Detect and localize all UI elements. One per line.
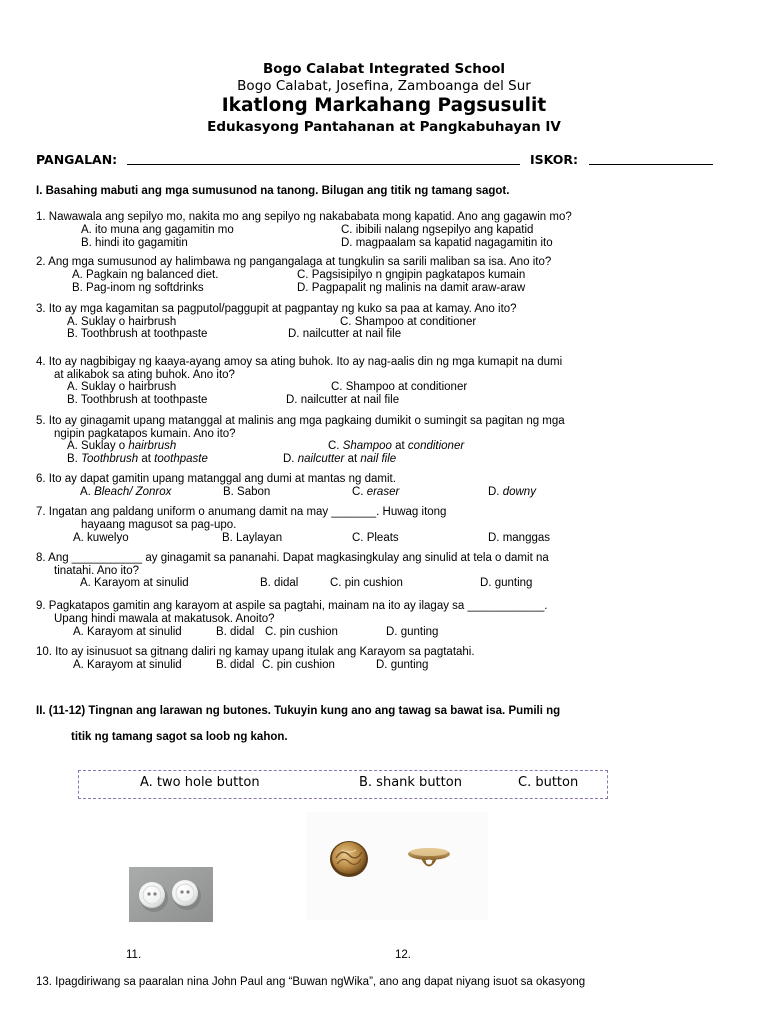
q1-option-d[interactable]: D. magpaalam sa kapatid nagagamitin ito (341, 237, 553, 249)
question-4-line1: 4. Ito ay nagbibigay ng kaaya-ayang amoy sa ating buhok. Ito ay nag-aalis din ng mga kumapit na dumi (36, 356, 563, 368)
two-hole-buttons-image (129, 867, 213, 922)
q3-option-c[interactable]: C. Shampoo at conditioner (340, 316, 477, 328)
question-10: 10. Ito ay isinusuot sa gitnang daliri ng kamay upang itulak ang Karayom sa pagtatahi. (36, 646, 475, 658)
q10-option-c[interactable]: C. pin cushion (262, 659, 335, 671)
q8-option-d[interactable]: D. gunting (480, 577, 533, 589)
school-name: Bogo Calabat Integrated School (262, 61, 506, 77)
q3-option-a[interactable]: A. Suklay o hairbrush (67, 316, 177, 328)
q4-option-d[interactable]: D. nailcutter at nail file (286, 394, 400, 406)
q8-option-b[interactable]: B. didal (260, 577, 299, 589)
q2-option-c[interactable]: C. Pagsisipilyo n gngipin pagkatapos kumain (297, 269, 526, 281)
q9-option-b[interactable]: B. didal (216, 626, 255, 638)
q2-option-b[interactable]: B. Pag-inom ng softdrinks (72, 282, 204, 294)
name-label: PANGALAN: (36, 152, 118, 167)
choice-a[interactable]: A. two hole button (140, 775, 260, 790)
q4-option-b[interactable]: B. Toothbrush at toothpaste (67, 394, 208, 406)
q6-option-a[interactable]: A. Bleach/ Zonrox (80, 486, 172, 498)
q4-option-a[interactable]: A. Suklay o hairbrush (67, 381, 177, 393)
question-9-line1: 9. Pagkatapos gamitin ang karayom at aspile sa pagtahi, mainam na ito ay ilagay sa ____________. (36, 600, 548, 612)
q1-option-b[interactable]: B. hindi ito gagamitin (81, 237, 188, 249)
question-13: 13. Ipagdiriwang sa paaralan nina John Paul ang “Buwan ngWika”, ano ang dapat niyang isuot sa okasyong (36, 976, 586, 988)
question-8-line1: 8. Ang ___________ ay ginagamit sa pananahi. Dapat magkasingkulay ang sinulid at tela o damit na (36, 552, 549, 564)
q5-option-c[interactable]: C. Shampoo at conditioner (328, 440, 465, 452)
q7-option-b[interactable]: B. Laylayan (222, 532, 283, 544)
question-6: 6. Ito ay dapat gamitin upang matanggal ang dumi at mantas ng damit. (36, 473, 396, 485)
q2-option-a[interactable]: A. Pagkain ng balanced diet. (72, 269, 219, 281)
question-9-line2: Upang hindi mawala at makatusok. Anoito? (54, 613, 275, 625)
q9-option-a[interactable]: A. Karayom at sinulid (73, 626, 182, 638)
question-8-line2: tinatahi. Ano ito? (54, 565, 140, 577)
question-1: 1. Nawawala ang sepilyo mo, nakita mo ang sepilyo ng nakababata mong kapatid. Ano ang gagawin mo? (36, 211, 572, 223)
label-12: 12. (395, 949, 411, 961)
school-address: Bogo Calabat, Josefina, Zamboanga del Sur (237, 78, 531, 94)
exam-title: Ikatlong Markahang Pagsusulit (221, 95, 547, 116)
q2-option-d[interactable]: D. Pagpapalit ng malinis na damit araw-araw (297, 282, 526, 294)
name-field[interactable] (127, 153, 520, 165)
score-field[interactable] (589, 153, 713, 165)
q8-option-a[interactable]: A. Karayom at sinulid (80, 577, 189, 589)
part1-instruction: I. Basahing mabuti ang mga sumusunod na tanong. Bilugan ang titik ng tamang sagot. (36, 185, 510, 197)
q6-option-b[interactable]: B. Sabon (223, 486, 271, 498)
score-label: ISKOR: (530, 152, 579, 167)
q5-option-a[interactable]: A. Suklay o hairbrush (67, 440, 177, 452)
q1-option-a[interactable]: A. ito muna ang gagamitin mo (81, 224, 234, 236)
q5-option-d[interactable]: D. nailcutter at nail file (283, 453, 397, 465)
q10-option-b[interactable]: B. didal (216, 659, 255, 671)
question-2: 2. Ang mga sumusunod ay halimbawa ng pangangalaga at tungkulin sa sarili maliban sa isa. Ano ito? (36, 256, 552, 268)
label-11: 11. (126, 949, 142, 961)
q3-option-d[interactable]: D. nailcutter at nail file (288, 328, 402, 340)
part2-instruction-line1: II. (11-12) Tingnan ang larawan ng butones. Tukuyin kung ano ang tawag sa bawat isa. Pumili ng (36, 705, 561, 717)
q1-option-c[interactable]: C. ibibili nalang ngsepilyo ang kapatid (341, 224, 534, 236)
q10-option-a[interactable]: A. Karayom at sinulid (73, 659, 182, 671)
question-7-line1: 7. Ingatan ang paldang uniform o anumang damit na may _______. Huwag itong (36, 506, 447, 518)
choice-b[interactable]: B. shank button (359, 775, 462, 790)
q7-option-c[interactable]: C. Pleats (352, 532, 399, 544)
choice-c[interactable]: C. button (518, 775, 579, 790)
q9-option-c[interactable]: C. pin cushion (265, 626, 338, 638)
shank-buttons-image (306, 812, 488, 920)
question-3: 3. Ito ay mga kagamitan sa pagputol/paggupit at pagpantay ng kuko sa paa at kamay. Ano ito? (36, 303, 517, 315)
q3-option-b[interactable]: B. Toothbrush at toothpaste (67, 328, 208, 340)
q10-option-d[interactable]: D. gunting (376, 659, 429, 671)
q7-option-a[interactable]: A. kuwelyo (73, 532, 129, 544)
q6-option-d[interactable]: D. downy (488, 486, 536, 498)
subject-title: Edukasyong Pantahanan at Pangkabuhayan IV (207, 119, 561, 135)
q8-option-c[interactable]: C. pin cushion (330, 577, 403, 589)
q5-option-b[interactable]: B. Toothbrush at toothpaste (67, 453, 208, 465)
q6-option-c[interactable]: C. eraser (352, 486, 400, 498)
q4-option-c[interactable]: C. Shampoo at conditioner (331, 381, 468, 393)
question-7-line2: hayaang magusot sa pag-upo. (81, 519, 237, 531)
part2-instruction-line2: titik ng tamang sagot sa loob ng kahon. (71, 731, 288, 743)
question-5-line2: ngipin pagkatapos kumain. Ano ito? (54, 428, 236, 440)
question-4-line2: at alikabok sa ating buhok. Ano ito? (54, 369, 235, 381)
q7-option-d[interactable]: D. manggas (488, 532, 551, 544)
q9-option-d[interactable]: D. gunting (386, 626, 439, 638)
question-5-line1: 5. Ito ay ginagamit upang matanggal at malinis ang mga pagkaing dumikit o sumingit sa pagitan ng mga (36, 415, 565, 427)
